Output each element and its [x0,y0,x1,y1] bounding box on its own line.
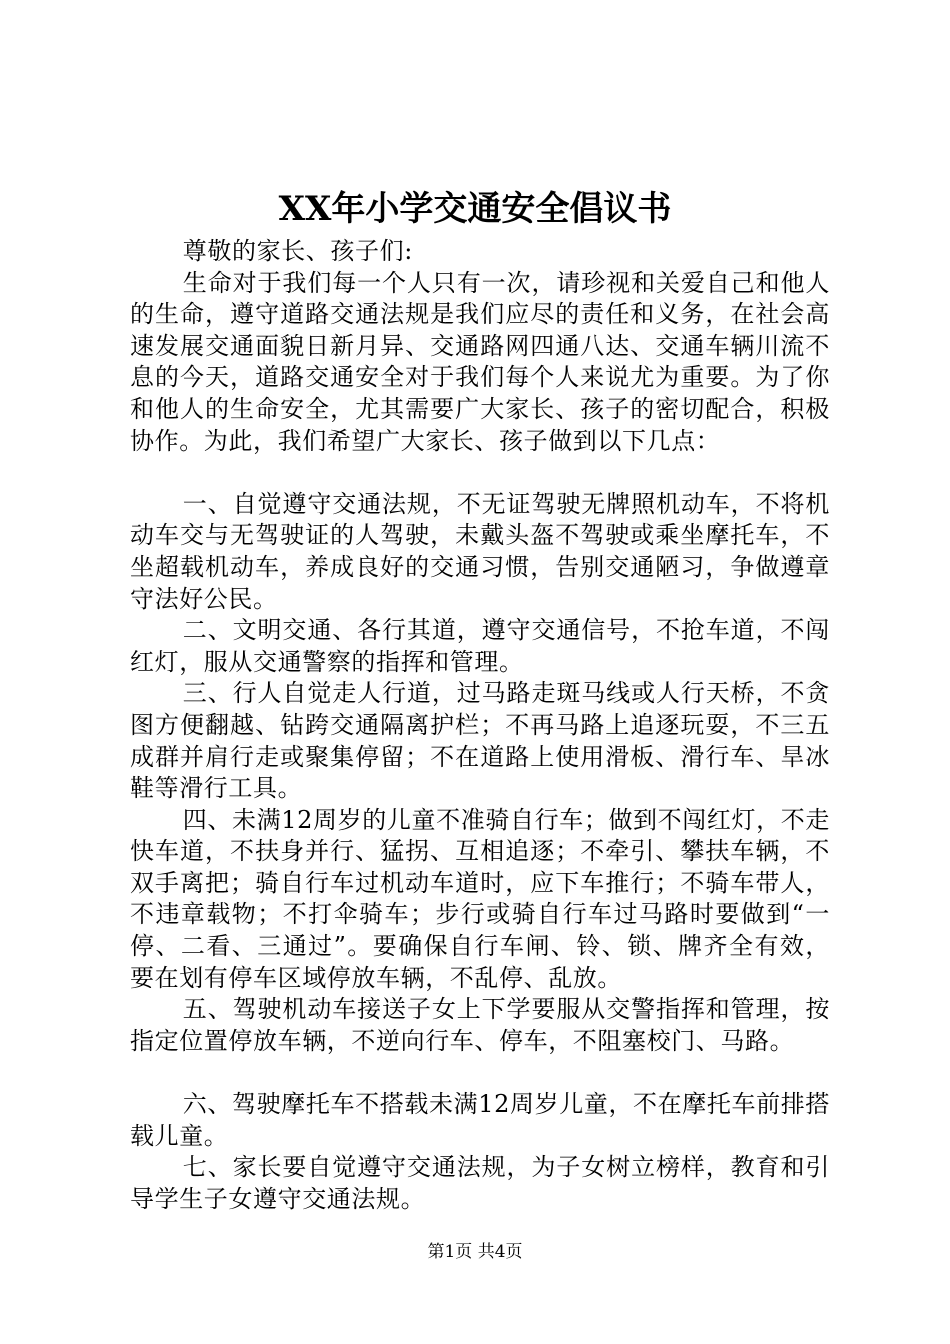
list-item-2: 二、文明交通、各行其道，遵守交通信号，不抢车道，不闯红灯，服从交通警察的指挥和管理。 [130,616,830,676]
list-item-6: 六、驾驶摩托车不搭载未满12周岁儿童，不在摩托车前排搭载儿童。 [130,1090,830,1150]
document-body [130,236,830,1215]
document-title: XX年小学交通安全倡议书 [278,189,672,229]
list-item-1: 一、自觉遵守交通法规，不无证驾驶无牌照机动车，不将机动车交与无驾驶证的人驾驶，未戴头盔不驾驶或乘坐摩托车，不坐超载机动车，养成良好的交通习惯，告别交通陋习，争做遵章守法好公民。 [130,489,830,613]
salutation: 尊敬的家长、孩子们: [182,237,413,265]
list-item-4: 四、未满12周岁的儿童不准骑自行车；做到不闯红灯，不走快车道，不扶身并行、猛拐、互相追逐；不牵引、攀扶车辆，不双手离把；骑自行车过机动车道时，应下车推行；不骑车带人，不违章载物；不打伞骑车；步行或骑自行车过马路时要做到“一停、二看、三通过”。要确保自行车闸、铃、锁、牌齐全有效，要在划有停车区域停放车辆，不乱停、乱放。 [130,805,830,992]
list-item-3: 三、行人自觉走人行道，过马路走斑马线或人行天桥，不贪图方便翻越、钻跨交通隔离护栏；不再马路上追逐玩耍，不三五成群并肩行走或聚集停留；不在道路上使用滑板、滑行车、旱冰鞋等滑行工具。 [130,679,830,803]
page-indicator: 第1页 共4页 [427,1242,523,1262]
list-item-5: 五、驾驶机动车接送子女上下学要服从交警指挥和管理，按指定位置停放车辆，不逆向行车、停车，不阻塞校门、马路。 [130,995,830,1055]
list-item-7: 七、家长要自觉遵守交通法规，为子女树立榜样，教育和引导学生子女遵守交通法规。 [130,1153,830,1213]
intro-paragraph: 生命对于我们每一个人只有一次，请珍视和关爱自己和他人的生命，遵守道路交通法规是我们应尽的责任和义务，在社会高速发展交通面貌日新月异、交通路网四通八达、交通车辆川流不息的今天，道路交通安全对于我们每个人来说尤为重要。为了你和他人的生命安全，尤其需要广大家长、孩子的密切配合，积极协作。为此，我们希望广大家长、孩子做到以下几点： [130,268,830,455]
